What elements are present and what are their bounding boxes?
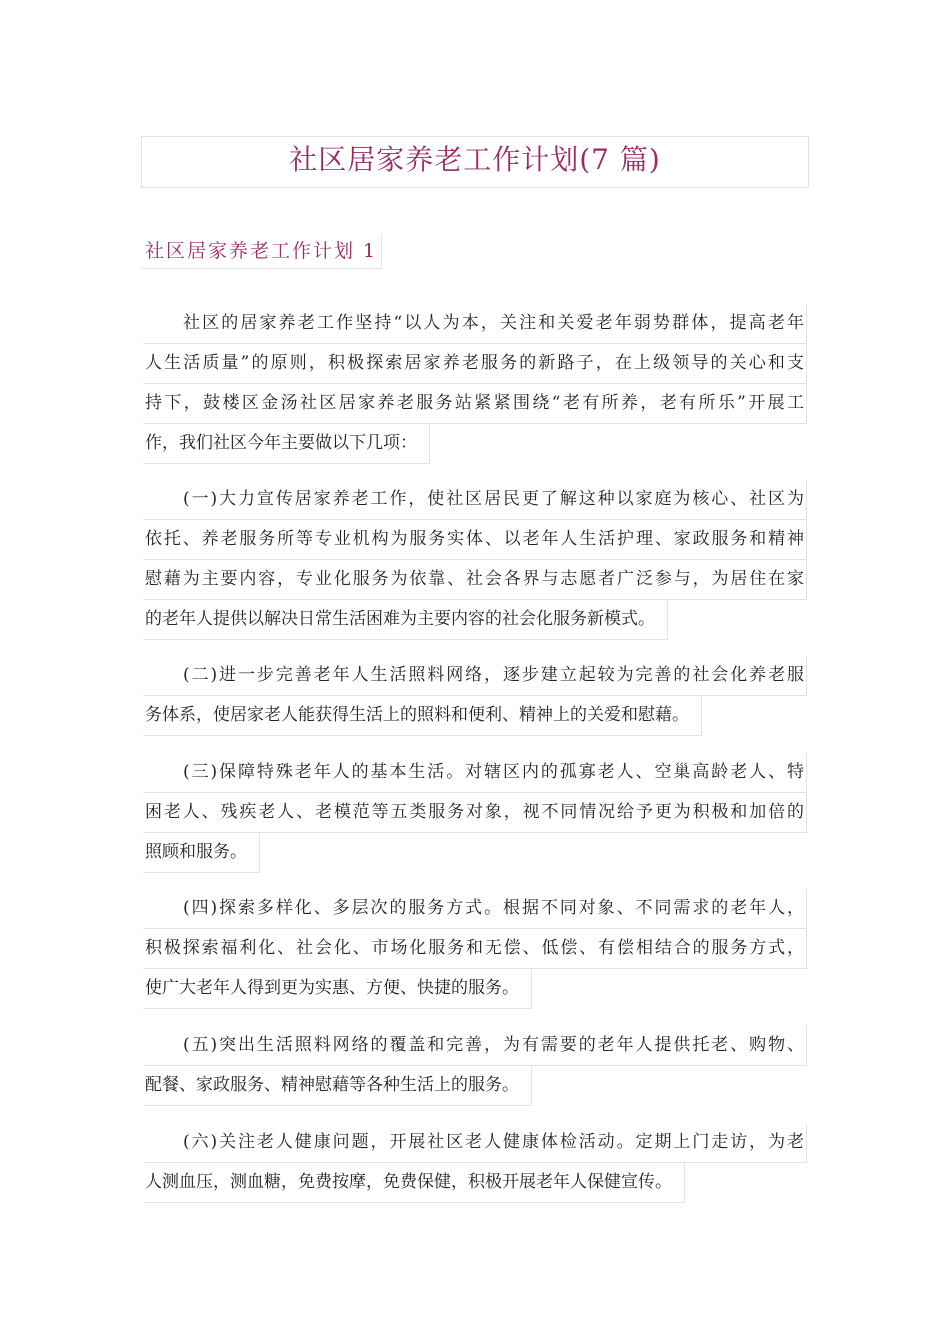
paragraph-6 xyxy=(143,1026,807,1106)
paragraph-line: 作，我们社区今年主要做以下几项： xyxy=(143,424,430,464)
paragraph-line: (四)探索多样化、多层次的服务方式。根据不同对象、不同需求的老年人， xyxy=(143,889,807,929)
paragraph-4 xyxy=(143,753,807,873)
paragraph-line: 的老年人提供以解决日常生活困难为主要内容的社会化服务新模式。 xyxy=(143,600,668,640)
paragraph-line: 积极探索福利化、社会化、市场化服务和无偿、低偿、有偿相结合的服务方式， xyxy=(143,929,807,969)
paragraph-7 xyxy=(143,1123,807,1203)
paragraph-5 xyxy=(143,889,807,1009)
paragraph-line: (五)突出生活照料网络的覆盖和完善，为有需要的老年人提供托老、购物、 xyxy=(143,1026,807,1066)
paragraph-line: 配餐、家政服务、精神慰藉等各种生活上的服务。 xyxy=(143,1066,532,1106)
document-title: 社区居家养老工作计划(7 篇) xyxy=(289,143,661,176)
section-title: 社区居家养老工作计划 1 xyxy=(141,234,382,269)
paragraph-line: (一)大力宣传居家养老工作，使社区居民更了解这种以家庭为核心、社区为 xyxy=(143,480,807,520)
paragraph-line: 使广大老年人得到更为实惠、方便、快捷的服务。 xyxy=(143,969,532,1009)
paragraph-line: (三)保障特殊老年人的基本生活。对辖区内的孤寡老人、空巢高龄老人、特 xyxy=(143,753,807,793)
paragraph-line: 困老人、残疾老人、老模范等五类服务对象，视不同情况给予更为积极和加倍的 xyxy=(143,793,807,833)
paragraph-line: (六)关注老人健康问题，开展社区老人健康体检活动。定期上门走访，为老 xyxy=(143,1123,807,1163)
paragraph-line: 持下，鼓楼区金汤社区居家养老服务站紧紧围绕“老有所养，老有所乐”开展工 xyxy=(143,384,807,424)
paragraph-line: 务体系，使居家老人能获得生活上的照料和便利、精神上的关爱和慰藉。 xyxy=(143,696,702,736)
paragraph-line: 人生活质量”的原则，积极探索居家养老服务的新路子，在上级领导的关心和支 xyxy=(143,344,807,384)
paragraph-line: (二)进一步完善老年人生活照料网络，逐步建立起较为完善的社会化养老服 xyxy=(143,656,807,696)
paragraph-2 xyxy=(143,480,807,640)
paragraph-line: 人测血压，测血糖，免费按摩，免费保健，积极开展老年人保健宣传。 xyxy=(143,1163,685,1203)
paragraph-line: 依托、养老服务所等专业机构为服务实体、以老年人生活护理、家政服务和精神 xyxy=(143,520,807,560)
title-box xyxy=(141,136,809,188)
paragraph-line: 照顾和服务。 xyxy=(143,833,260,873)
paragraph-3 xyxy=(143,656,807,736)
paragraph-1 xyxy=(143,304,807,464)
paragraph-line: 慰藉为主要内容，专业化服务为依靠、社会各界与志愿者广泛参与，为居住在家 xyxy=(143,560,807,600)
paragraph-line: 社区的居家养老工作坚持“以人为本，关注和关爱老年弱势群体，提高老年 xyxy=(143,304,807,344)
